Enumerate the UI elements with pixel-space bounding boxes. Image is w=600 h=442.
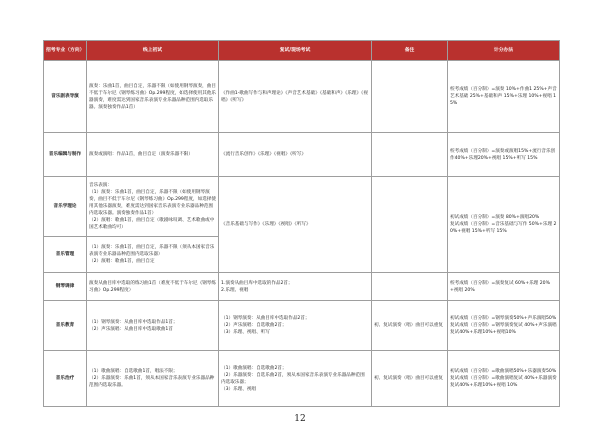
retest-cell: 《流行音乐创作》《乐理》《视唱》《听写》 [219,133,372,177]
header-note: 备注 [372,41,448,61]
retest-cell: （1）歌曲演唱：自选歌曲2首； （2）乐器演奏：自选乐曲2首，须从本国家音乐表演专业乐器品种范围内选取乐器； （3）乐理、视唱 [219,351,372,407]
online-exam-cell: （1）演奏：乐曲1首，曲目自定，乐器不限（须从本国家音乐表演专业乐器品种范围内选取乐器） （2）演唱：歌曲1首，曲目自定 [87,237,219,273]
online-exam-cell: （1）歌曲演唱：自选歌曲1首，唱法不限； （2）乐器演奏：乐曲1首，须从本国家音乐表演专业乐器品种范围内选取乐器。 [87,351,219,407]
header-major: 招考专业（方向） [44,41,87,61]
online-exam-cell: 音乐表演： （1）演奏：乐曲1首，曲目自定，乐器不限（如使用钢琴演奏，曲目不低于车尔尼《钢琴练习曲》Op.299程度，如选择使用其他乐器演奏，难度需达到国家音乐表演专业乐器品种范围内选取乐器。演奏独奏作品1首） （2）演唱：歌曲1首，曲目自定（歌剧咏叹调、艺术歌曲或中国艺术歌曲均可） [87,177,219,237]
online-exam-cell: 演奏从曲目库中选取的练习曲1首（难度不低于车尔尼《钢琴练习曲》Op.299程度） [87,273,219,301]
header-retest: 复试/现场考试 [219,41,372,61]
online-exam-cell: （1）钢琴演奏：从曲目库中选取作品1首； （2）声乐演唱：从曲目库中选取歌曲1首 [87,301,219,351]
retest-cell: 《作曲1-歌曲写作与和声理论》《声音艺术基础》《基础和声》《乐理》《视唱》《听写》 [219,61,372,133]
major-cell: 音乐管理 [44,237,87,273]
header-online-exam: 线上初试 [87,41,219,61]
major-cell: 钢琴调律 [44,273,87,301]
major-cell: 音乐教育 [44,301,87,351]
page-number: 12 [294,414,306,424]
note-cell [372,61,448,133]
retest-cell: （1）钢琴演奏：从曲目库中选取作品2首； （2）声乐演唱：自选歌曲2首； （3）乐理、视唱、听写 [219,301,372,351]
note-cell [372,177,448,273]
scoring-cell: 初试成绩（百分制）=歌曲演唱50%+乐器演奏50% 复试成绩（百分制）=歌曲演唱复试 40%+乐器演奏复试40%+乐理10%+视唱 10% [448,351,560,407]
note-cell [372,273,448,301]
table-row [44,133,560,177]
major-cell: 音乐剧表导演 [44,61,87,133]
header-scoring: 计分办法 [448,41,560,61]
note-cell: 初、复试演奏（唱）曲目可以重复 [372,351,448,407]
table-header-row [44,41,560,61]
scoring-cell: 校考成绩（百分制）=演奏复试 60%+乐理 20%+视唱 20% [448,273,560,301]
scoring-cell: 初试成绩（百分制）=演奏 80%+演唱20% 复试成绩（百分制）=音乐基础与写作 50%+乐理 20%+视唱 15%+听写 15% [448,177,560,273]
table-row [44,61,560,133]
online-exam-cell: 演奏或演唱：作品1首，曲目自定（演奏乐器不限） [87,133,219,177]
scoring-cell: 初试成绩（百分制）=钢琴演奏50%+声乐演唱50% 复试成绩（百分制）=钢琴演奏复试 40%+声乐演唱复试40%+乐理10%+视唱10% [448,301,560,351]
scoring-cell: 校考成绩（百分制）=演奏或演唱15%+流行音乐创作40%+乐理20%+视唱 15%+听写 15% [448,133,560,177]
table-row [44,301,560,351]
major-cell: 音乐编辑与制作 [44,133,87,177]
scoring-cell: 校考成绩（百分制）=演奏 10%+作曲1 25%+声音艺术基础 25%+基础和声 15%+乐理 10%+视唱 15% [448,61,560,133]
table-row [44,177,560,237]
retest-cell: 1.演奏从曲目库中选取的作品2首； 2.乐理、视唱 [219,273,372,301]
online-exam-cell: 演奏：乐曲1首，曲目自定，乐器不限（如使用钢琴演奏，曲目不低于车尔尼《钢琴练习曲》Op.299程度，如选择使用其他乐器演奏，难度需达到国家音乐表演专业乐器品种范围内选取乐器。演奏独奏作品1首） [87,61,219,133]
note-cell: 初、复试演奏（唱）曲目可以重复 [372,301,448,351]
retest-cell: 《音乐基础与写作》《乐理》《视唱》《听写》 [219,177,372,273]
note-cell [372,133,448,177]
table-row [44,273,560,301]
major-cell: 音乐学理论 [44,177,87,237]
admissions-table [43,40,560,407]
major-cell: 音乐治疗 [44,351,87,407]
table-row [44,351,560,407]
